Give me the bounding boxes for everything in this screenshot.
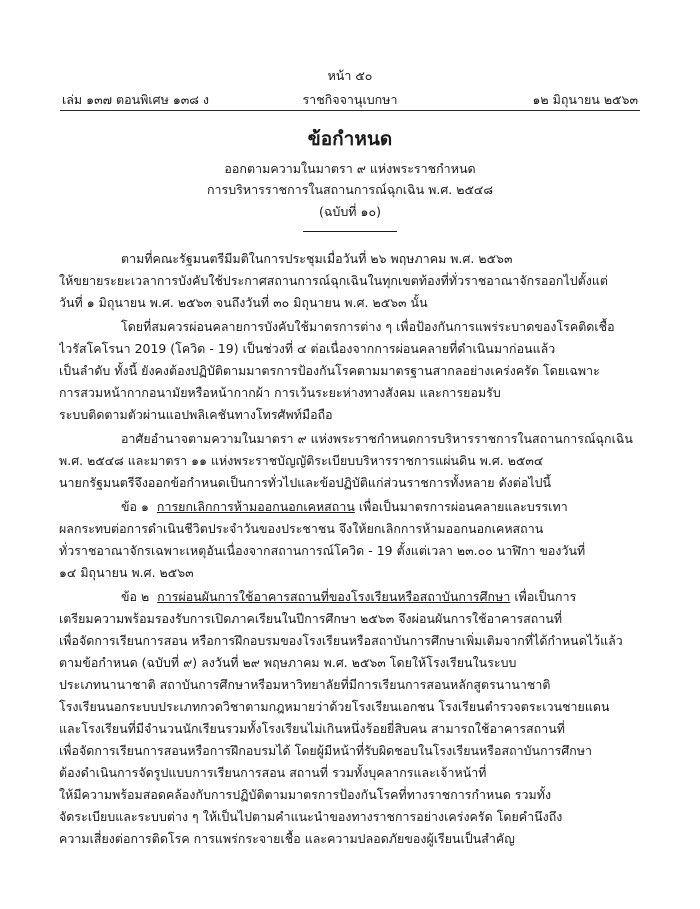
p1-line-3: วันที่ ๑ มิถุนายน พ.ศ. ๒๕๖๓ จนถึงวันที่ ๓๐ มิถุนายน พ.ศ. ๒๕๖๓ นั้น <box>59 295 428 310</box>
subtitle-line-1: ออกตามความในมาตรา ๙ แห่งพระราชกำหนด <box>224 161 476 176</box>
clause2-line-5: ประเภทนานาชาติ สถาบันการศึกษาหรือมหาวิทยาลัยที่มีการเรียนการสอนหลักสูตรนานาชาติ <box>59 677 551 692</box>
gazette-name: ราชกิจจานุเบกษา <box>302 92 398 107</box>
clause1-heading: การยกเลิกการห้ามออกนอกเคหสถาน <box>156 499 355 514</box>
clause2-line-2: เตรียมความพร้อมรองรับการเปิดภาคเรียนในปีการศึกษา ๒๕๖๓ จึงผ่อนผันการใช้อาคารสถานที่ <box>59 611 563 626</box>
clause1-line-3: ทั่วราชอาณาจักรเฉพาะเหตุอันเนื่องจากสถานการณ์โควิด - 19 ตั้งแต่เวลา ๒๓.๐๐ นาฬิกา ของวันที่ <box>59 543 586 558</box>
clause2-line-3: เพื่อจัดการเรียนการสอน หรือการฝึกอบรมของโรงเรียนหรือสถาบันการศึกษาเพิ่มเติมจากที่ได้กำหนดไว้แล้ว <box>59 633 623 648</box>
clause1-line-1 <box>121 498 641 517</box>
document-title: ข้อกำหนด <box>307 128 393 150</box>
clause2-line-6: โรงเรียนนอกระบบประเภทกวดวิชาตามกฎหมายว่าด้วยโรงเรียนเอกชน โรงเรียนตำรวจตระเวนชายแดน <box>59 699 610 714</box>
clause2-line-12: ความเสี่ยงต่อการติดโรค การแพร่กระจายเชื้อ และความปลอดภัยของผู้เรียนเป็นสำคัญ <box>59 831 515 846</box>
publication-date: ๑๒ มิถุนายน ๒๕๖๓ <box>532 92 638 107</box>
p3-line-2: พ.ศ. ๒๕๔๘ และมาตรา ๑๑ แห่งพระราชบัญญัติระเบียบบริหารราชการแผ่นดิน พ.ศ. ๒๕๓๔ <box>59 453 544 468</box>
clause1-line-4: ๑๔ มิถุนายน พ.ศ. ๒๕๖๓ <box>59 565 194 580</box>
p3-line-1: อาศัยอำนาจตามความในมาตรา ๙ แห่งพระราชกำหนดการบริหารราชการในสถานการณ์ฉุกเฉิน <box>121 431 633 446</box>
clause2-first-rest: เพื่อเป็นการ <box>510 589 577 604</box>
clause2-line-11: จัดระเบียบและระบบต่าง ๆ ให้เป็นไปตามคำแนะนำของทางราชการอย่างเคร่งครัด โดยคำนึงถึง <box>59 809 563 824</box>
clause2-number: ข้อ ๒ <box>121 589 150 604</box>
p2-line-2: ไวรัสโคโรนา 2019 (โควิด - 19) เป็นช่วงที่ ๔ ต่อเนื่องจากการผ่อนคลายที่ดำเนินมาก่อนแล้ว <box>59 341 556 356</box>
p2-line-5: ระบบติดตามตัวผ่านแอปพลิเคชันทางโทรศัพท์มือถือ <box>59 407 333 422</box>
page-number: หน้า ๕๐ <box>327 68 373 83</box>
clause2-line-1 <box>121 588 641 607</box>
p2-line-4: การสวมหน้ากากอนามัยหรือหน้ากากผ้า การเว้นระยะห่างทางสังคม และการยอมรับ <box>59 385 501 400</box>
subtitle-line-2: การบริหารราชการในสถานการณ์ฉุกเฉิน พ.ศ. ๒๕๔๘ <box>206 182 494 197</box>
clause1-first-rest: เพื่อเป็นมาตรการผ่อนคลายและบรรเทา <box>354 499 568 514</box>
header-rule <box>60 110 640 111</box>
p3-line-3: นายกรัฐมนตรีจึงออกข้อกำหนดเป็นการทั่วไปและข้อปฏิบัติแก่ส่วนราชการทั้งหลาย ดังต่อไปนี้ <box>59 475 552 490</box>
clause2-line-4: ตามข้อกำหนด (ฉบับที่ ๙) ลงวันที่ ๒๙ พฤษภาคม พ.ศ. ๒๕๖๓ โดยให้โรงเรียนในระบบ <box>59 655 517 670</box>
volume-issue: เล่ม ๑๓๗ ตอนพิเศษ ๑๓๘ ง <box>62 92 210 107</box>
title-divider <box>303 231 397 232</box>
clause2-line-10: ให้มีความพร้อมสอดคล้องกับการปฏิบัติตามมาตรการป้องกันโรคที่ทางราชการกำหนด รวมทั้ง <box>59 787 552 802</box>
clause2-heading: การผ่อนผันการใช้อาคารสถานที่ของโรงเรียนหรือสถาบันการศึกษา <box>157 589 511 604</box>
clause1-number: ข้อ ๑ <box>121 499 149 514</box>
clause2-line-7: และโรงเรียนที่มีจำนวนนักเรียนรวมทั้งโรงเรียนไม่เกินหนึ่งร้อยยี่สิบคน สามารถใช้อาคารสถานที่ <box>59 721 565 736</box>
p2-line-1: โดยที่สมควรผ่อนคลายการบังคับใช้มาตรการต่าง ๆ เพื่อป้องกันการแพร่ระบาดของโรคติดเชื้อ <box>121 319 615 334</box>
clause2-line-8: เพื่อจัดการเรียนการสอนหรือการฝึกอบรมได้ โดยผู้มีหน้าที่รับผิดชอบในโรงเรียนหรือสถาบันการศึกษา <box>59 743 593 758</box>
clause1-line-2: ผลกระทบต่อการดำเนินชีวิตประจำวันของประชาชน จึงให้ยกเลิกการห้ามออกนอกเคหสถาน <box>59 521 544 536</box>
p2-line-3: เป็นลำดับ ทั้งนี้ ยังคงต้องปฏิบัติตามมาตรการป้องกันโรคตามมาตรฐานสากลอย่างเคร่งครัด โดยเฉพาะ <box>59 363 600 378</box>
p1-line-1: ตามที่คณะรัฐมนตรีมีมติในการประชุมเมื่อวันที่ ๒๖ พฤษภาคม พ.ศ. ๒๕๖๓ <box>121 251 513 266</box>
clause2-line-9: ต้องดำเนินการจัดรูปแบบการเรียนการสอน สถานที่ รวมทั้งบุคลากรและเจ้าหน้าที่ <box>59 765 487 780</box>
p1-line-2: ให้ขยายระยะเวลาการบังคับใช้ประกาศสถานการณ์ฉุกเฉินในทุกเขตท้องที่ทั่วราชอาณาจักรออกไปตั้งแต่ <box>59 273 608 288</box>
subtitle-edition: (ฉบับที่ ๑๐) <box>319 204 381 219</box>
